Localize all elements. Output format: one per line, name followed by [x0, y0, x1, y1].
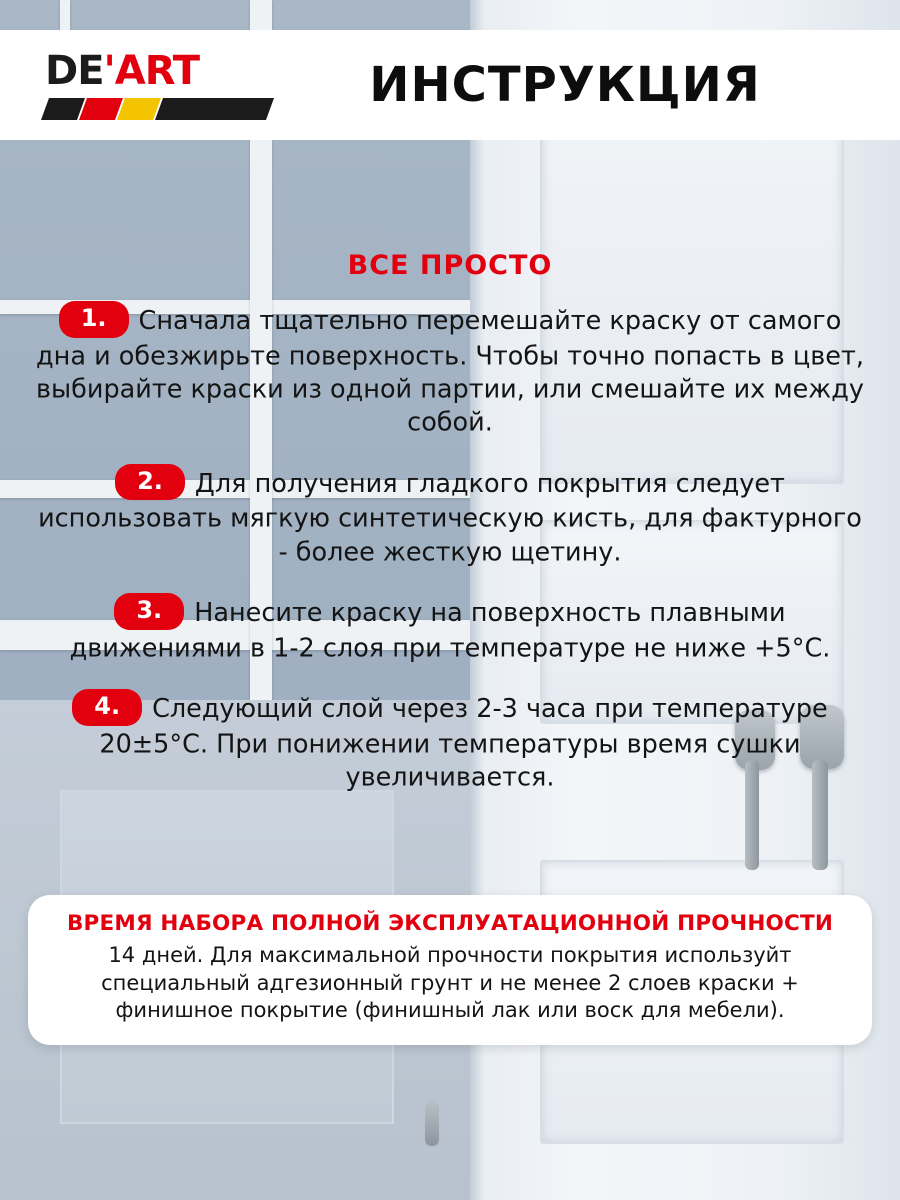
brand-logo-de: DE: [45, 47, 104, 94]
brand-logo-text: [45, 47, 270, 94]
note-title: ВРЕМЯ НАБОРА ПОЛНОЙ ЭКСПЛУАТАЦИОННОЙ ПРОЧНОСТИ: [66, 911, 834, 936]
brand-logo-stripes: [41, 98, 274, 120]
section-subtitle: ВСЕ ПРОСТО: [347, 250, 553, 281]
instruction-step: [35, 303, 865, 440]
note-body: 14 дней. Для максимальной прочности покрытия используйт специальный адгезионный грунт и не менее 2 слоев краски + финишное покрытие (финишный лак или воск для мебели).: [101, 943, 799, 1023]
step-text: Нанесите краску на поверхность плавными движениями в 1-2 слоя при температуре не ниже +5°С.: [69, 598, 831, 664]
instruction-step: [35, 595, 865, 665]
step-text: Для получения гладкого покрытия следует использовать мягкую синтетическую кисть, для фактурного - более жесткую щетину.: [38, 468, 862, 568]
header-bar: [0, 30, 900, 140]
step-number-badge: 4.: [72, 689, 142, 726]
keyhole-icon: [425, 1100, 439, 1146]
stripe-red: [79, 98, 123, 120]
brand-logo: [45, 47, 270, 120]
instruction-step: [35, 691, 865, 794]
step-text: Следующий слой через 2-3 часа при температуре 20±5°С. При понижении температуры время сушки увеличивается.: [99, 694, 828, 793]
page-title: ИНСТРУКЦИЯ: [369, 57, 761, 113]
stripe-gold: [117, 98, 161, 120]
stripe-black: [41, 98, 85, 120]
step-number-badge: 3.: [114, 593, 184, 630]
curing-time-note: [28, 895, 872, 1045]
step-number-badge: 1.: [59, 301, 129, 338]
instructions-section: [0, 250, 900, 820]
step-text: Сначала тщательно перемешайте краску от самого дна и обезжирьте поверхность. Чтобы точно попасть в цвет, выбирайте краски из одной партии, или смешайте их между собой.: [36, 306, 864, 439]
brand-logo-art: 'ART: [103, 47, 200, 94]
step-number-badge: 2.: [115, 464, 185, 501]
stripe-dark: [155, 98, 274, 120]
instruction-step: [35, 466, 865, 569]
